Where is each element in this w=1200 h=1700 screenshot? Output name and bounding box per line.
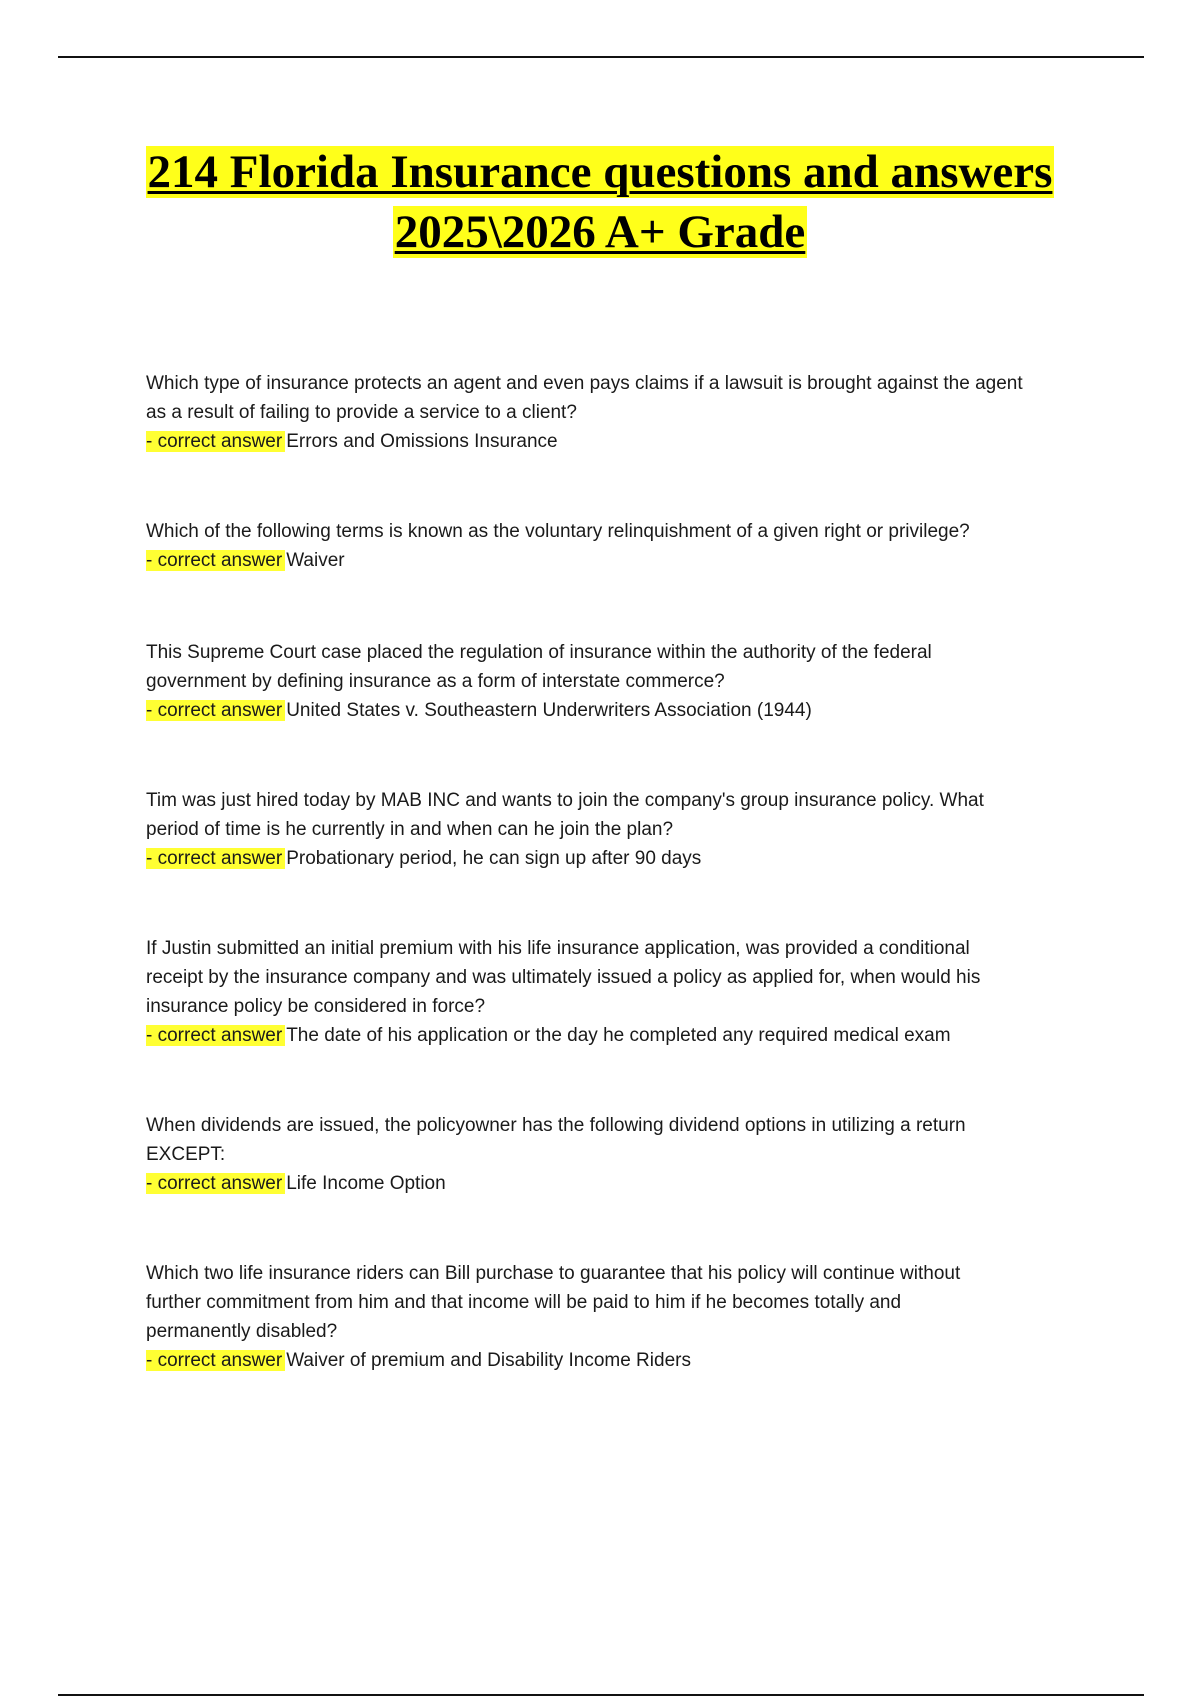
answer-1: Errors and Omissions Insurance xyxy=(286,431,558,452)
qa-item-1 xyxy=(146,369,1096,456)
qa-list xyxy=(146,369,1096,1375)
top-rule xyxy=(58,56,1144,58)
title-line-2: 2025\2026 A+ Grade xyxy=(394,206,806,258)
answer-prefix-5: - correct answer xyxy=(146,1025,285,1046)
question-1: Which type of insurance protects an agent and even pays claims if a lawsuit is brought against the agent as a result of failing to provide a service to a client? xyxy=(146,373,1023,423)
answer-3: United States v. Southeastern Underwriters Association (1944) xyxy=(286,700,812,721)
answer-line-7 xyxy=(146,1346,1096,1375)
question-6: When dividends are issued, the policyowner has the following dividend options in utilizing a return EXCEPT: xyxy=(146,1115,966,1165)
title-line-1: 214 Florida Insurance questions and answers xyxy=(147,146,1053,198)
qa-item-5 xyxy=(146,934,1096,1050)
question-5: If Justin submitted an initial premium with his life insurance application, was provided a conditional receipt by the insurance company and was ultimately issued a policy as applied for, when would his insurance policy be considered in force? xyxy=(146,938,981,1017)
answer-2: Waiver xyxy=(286,550,345,571)
qa-item-3 xyxy=(146,638,1096,725)
answer-prefix-4: - correct answer xyxy=(146,848,285,869)
bottom-rule xyxy=(58,1694,1144,1696)
answer-line-4 xyxy=(146,844,1096,873)
answer-prefix-7: - correct answer xyxy=(146,1350,285,1371)
question-7: Which two life insurance riders can Bill purchase to guarantee that his policy will continue without further commitment from him and that income will be paid to him if he becomes totally and permanently disabled? xyxy=(146,1263,961,1342)
answer-4: Probationary period, he can sign up after 90 days xyxy=(286,848,702,869)
question-3: This Supreme Court case placed the regulation of insurance within the authority of the federal government by defining insurance as a form of interstate commerce? xyxy=(146,642,932,692)
answer-7: Waiver of premium and Disability Income Riders xyxy=(286,1350,691,1371)
question-4: Tim was just hired today by MAB INC and wants to join the company's group insurance policy. What period of time is he currently in and when can he join the plan? xyxy=(146,790,984,840)
answer-line-5 xyxy=(146,1021,1096,1050)
document-title xyxy=(0,142,1200,262)
qa-item-4 xyxy=(146,786,1096,873)
answer-prefix-6: - correct answer xyxy=(146,1173,285,1194)
answer-prefix-2: - correct answer xyxy=(146,550,285,571)
answer-line-6 xyxy=(146,1169,1096,1198)
answer-line-1 xyxy=(146,427,1096,456)
qa-item-2 xyxy=(146,517,1096,575)
answer-line-3 xyxy=(146,696,1096,725)
answer-prefix-1: - correct answer xyxy=(146,431,285,452)
answer-prefix-3: - correct answer xyxy=(146,700,285,721)
answer-5: The date of his application or the day he completed any required medical exam xyxy=(286,1025,951,1046)
answer-line-2 xyxy=(146,546,1096,575)
answer-6: Life Income Option xyxy=(286,1173,446,1194)
qa-item-7 xyxy=(146,1259,1096,1375)
qa-item-6 xyxy=(146,1111,1096,1198)
question-2: Which of the following terms is known as the voluntary relinquishment of a given right or privilege? xyxy=(146,521,970,542)
